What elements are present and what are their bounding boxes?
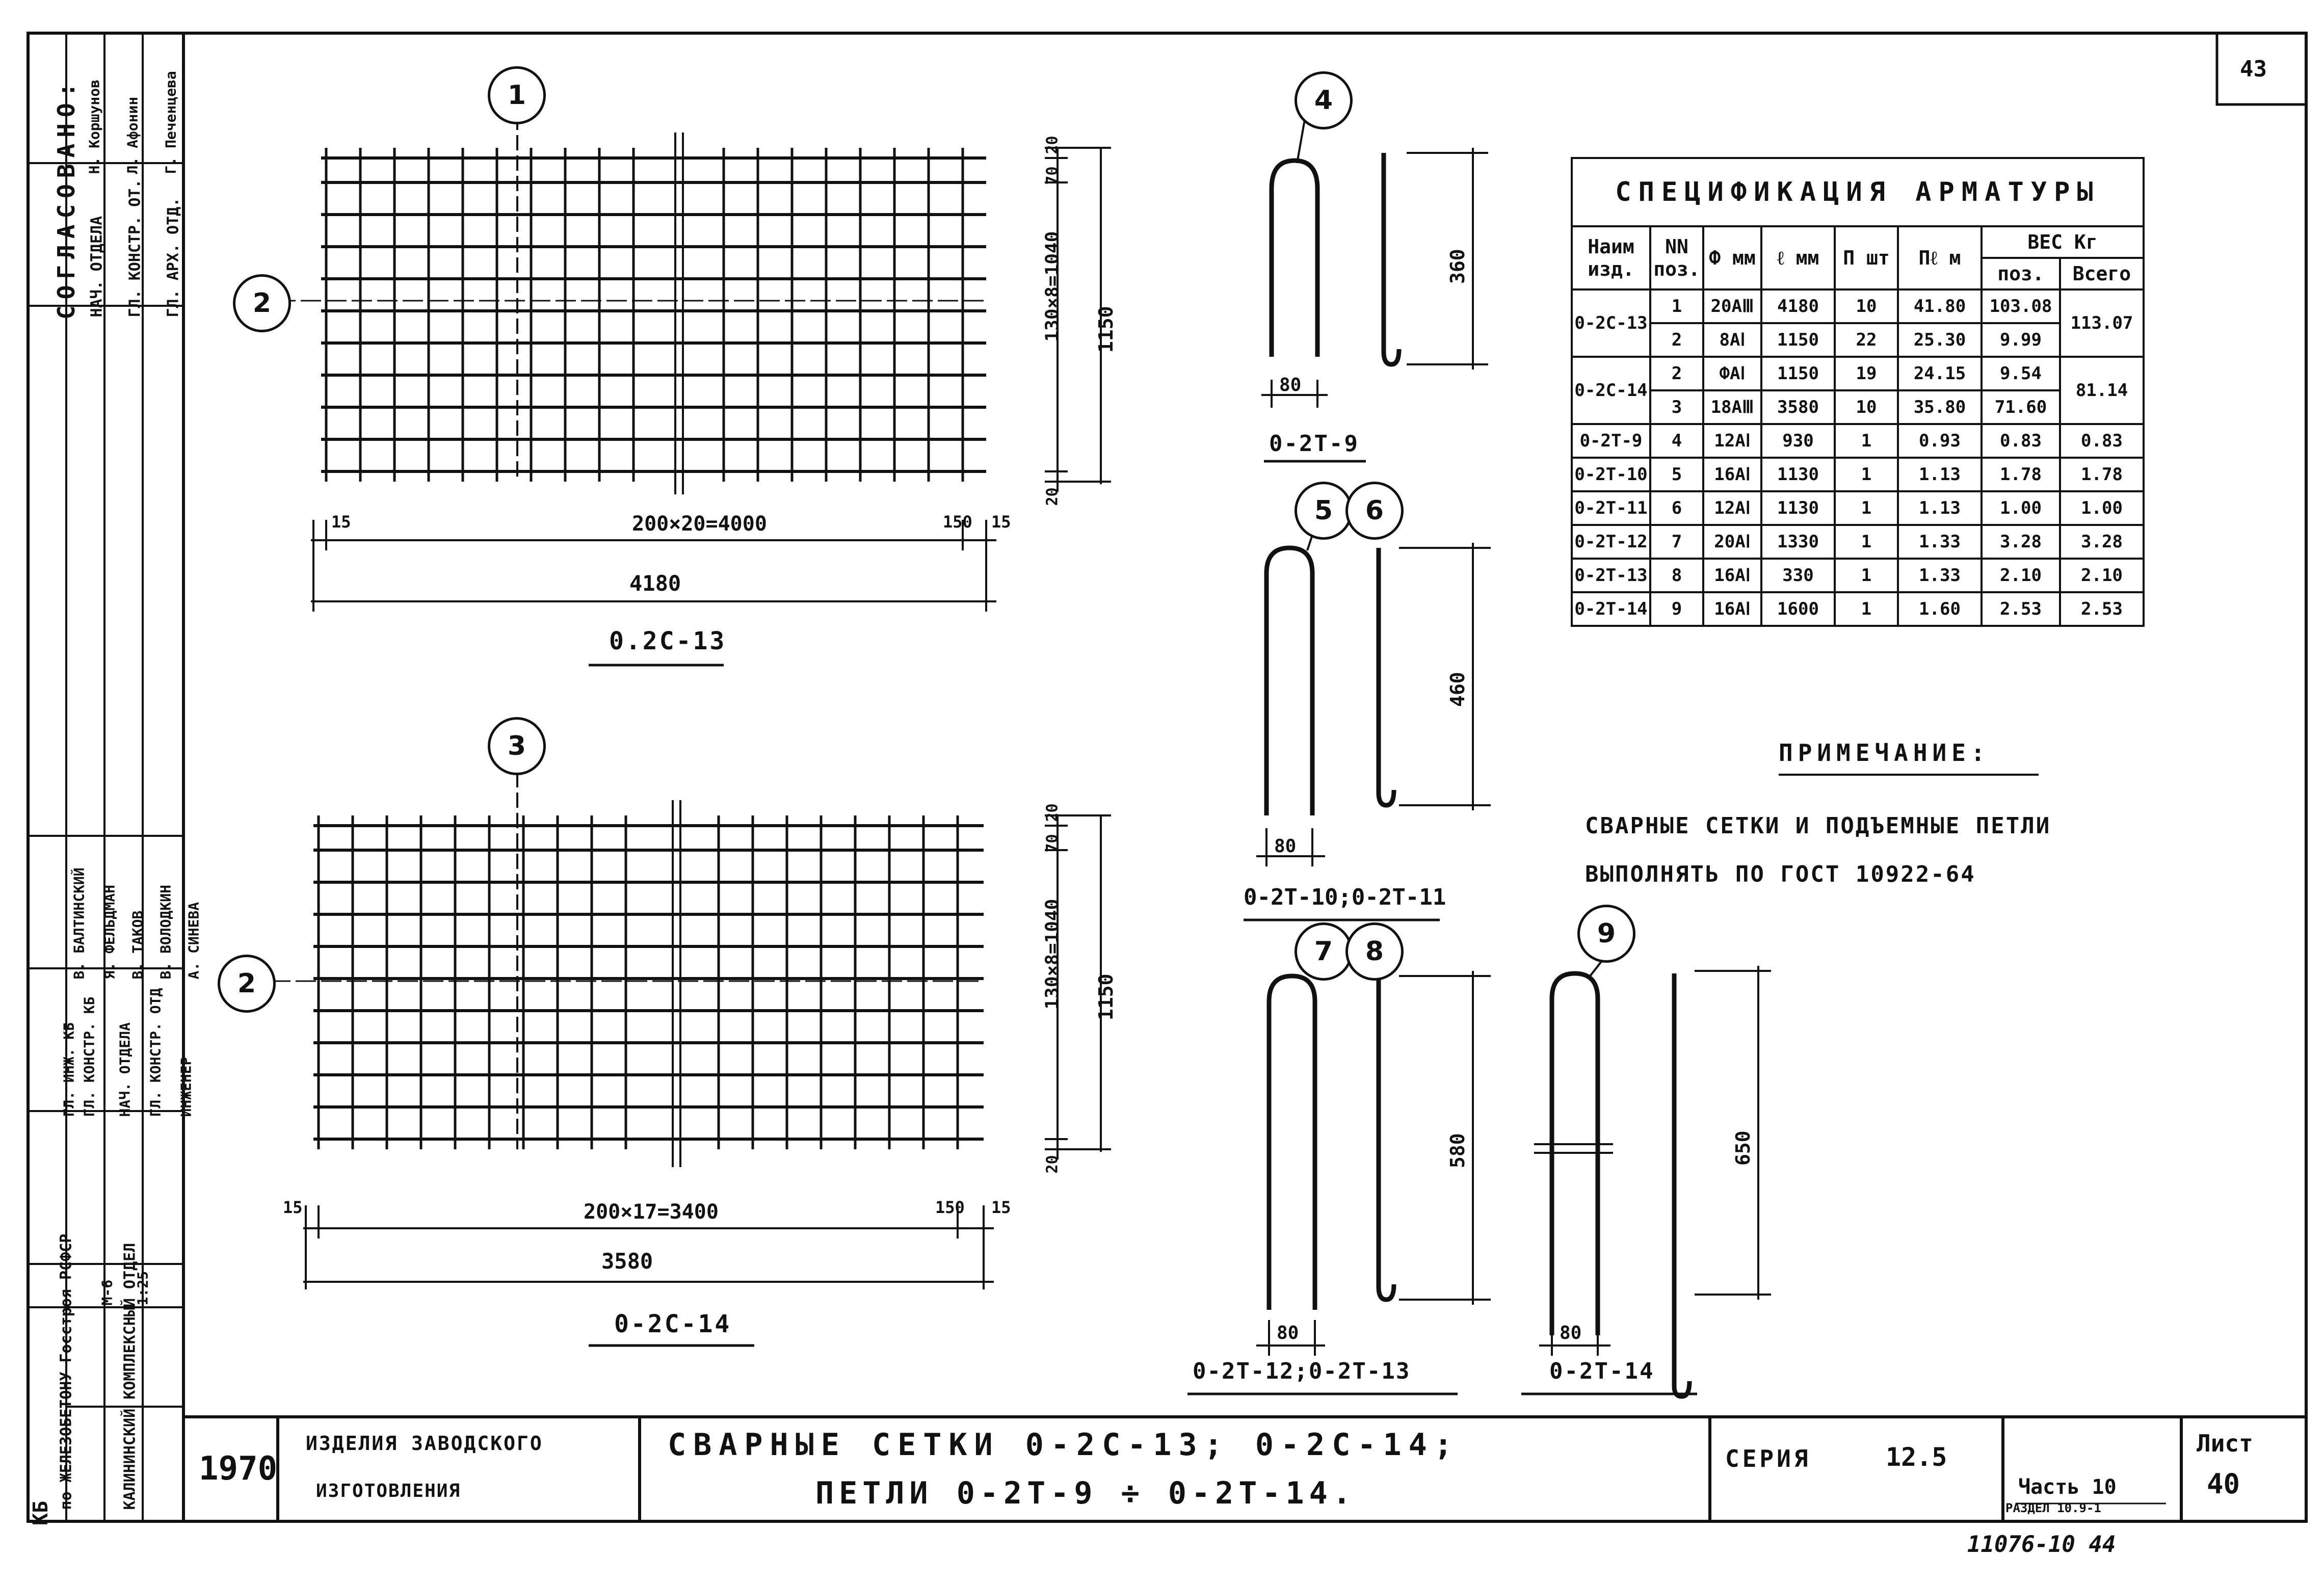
mesh-1-dim-overall: 4180 <box>629 571 681 596</box>
mesh-1-dim-r-total: 1150 <box>1095 306 1117 353</box>
loop-1-width: 80 <box>1279 375 1302 395</box>
strip-b-name-4: В. ВОЛОДКИН <box>157 885 174 980</box>
title-product-2: ИЗГОТОВЛЕНИЯ <box>316 1481 461 1501</box>
spec-header-row <box>1572 226 2144 258</box>
loop-3-height: 580 <box>1446 1133 1469 1168</box>
loop-3-width: 80 <box>1277 1323 1299 1343</box>
loop-3-pos-marker-7: 7 <box>1295 922 1353 981</box>
spec-cell: 2 <box>1650 357 1703 390</box>
spec-h-pos: NN поз. <box>1650 226 1703 289</box>
spec-h-dia: Ф мм <box>1703 226 1761 289</box>
loop-3-pos-marker-8: 8 <box>1345 922 1404 981</box>
spec-row <box>1572 491 2144 525</box>
spec-cell: 9.54 <box>1982 357 2060 390</box>
spec-cell: 3 <box>1650 390 1703 424</box>
mesh-2-pos-marker-2: 2 <box>218 955 276 1013</box>
spec-cell: 12АⅠ <box>1703 491 1761 525</box>
spec-cell: 1.78 <box>1982 458 2060 491</box>
title-sheet-value: 40 <box>2207 1468 2240 1500</box>
spec-cell: 10 <box>1835 390 1898 424</box>
spec-cell: 3.28 <box>2060 525 2144 559</box>
spec-cell: 16АⅠ <box>1703 592 1761 626</box>
spec-cell: 2.10 <box>2060 559 2144 592</box>
spec-cell: 8АⅠ <box>1703 323 1761 357</box>
note-line-1: СВАРНЫЕ СЕТКИ И ПОДЪЕМНЫЕ ПЕТЛИ <box>1585 813 2051 839</box>
spec-cell: 16АⅠ <box>1703 458 1761 491</box>
spec-cell: 6 <box>1650 491 1703 525</box>
mesh-1-pos-marker-1: 1 <box>488 66 546 124</box>
loop-1-height: 360 <box>1446 249 1469 284</box>
spec-row <box>1572 592 2144 626</box>
loop-2-drawing <box>1266 548 1394 815</box>
mesh-1-dim-r-70: 70 <box>1043 166 1062 185</box>
spec-cell: 1.13 <box>1898 491 1982 525</box>
spec-cell: 1.33 <box>1898 559 1982 592</box>
spec-cell: 1.13 <box>1898 458 1982 491</box>
strip-role-1: НАЧ. ОТДЕЛА <box>88 216 106 318</box>
spec-cell: 5 <box>1650 458 1703 491</box>
spec-cell: 1130 <box>1761 491 1835 525</box>
spec-cell: 0-2Т-10 <box>1572 458 1650 491</box>
strip-b-name-1: В. БАЛТИНСКИЙ <box>70 867 88 980</box>
mesh-1-drawing <box>321 158 986 471</box>
spec-h-len: ℓ мм <box>1761 226 1835 289</box>
mesh-2-drawing <box>313 826 984 1139</box>
mesh-2-dim-r-spacing: 130×8=1040 <box>1042 899 1063 1010</box>
title-sheet-label: Лист <box>2197 1430 2253 1457</box>
spec-row <box>1572 289 2144 323</box>
mesh-2-dim-15-right: 15 <box>991 1198 1011 1217</box>
mesh-2-dim-spacing: 200×17=3400 <box>584 1200 719 1224</box>
note-title: ПРИМЕЧАНИЕ: <box>1779 739 1990 767</box>
spec-cell: 0-2Т-14 <box>1572 592 1650 626</box>
strip-scale-a: М-6 <box>98 1279 116 1306</box>
strip-org-kb: КБ <box>29 1500 52 1525</box>
loop-4-label: 0-2Т-14 <box>1549 1358 1655 1384</box>
mesh-2-dim-r-total: 1150 <box>1095 973 1117 1020</box>
mesh-1-dim-r-spacing: 130×8=1040 <box>1042 231 1063 342</box>
spec-cell: 3580 <box>1761 390 1835 424</box>
spec-cell: 1.00 <box>2060 491 2144 525</box>
note-line-2: ВЫПОЛНЯТЬ ПО ГОСТ 10922-64 <box>1585 861 1976 887</box>
spec-cell: 1.78 <box>2060 458 2144 491</box>
title-section: РАЗДЕЛ 10.9-1 <box>2005 1501 2101 1515</box>
mesh-2-dim-r-70: 70 <box>1043 834 1062 853</box>
spec-cell: 1 <box>1835 458 1898 491</box>
loop-1-drawing <box>1272 153 1399 364</box>
strip-org-a: по ЖЕЛЕЗОБЕТОНУ Госстроя РСФСР <box>57 1233 75 1510</box>
mesh-1-dim-spacing: 200×20=4000 <box>632 512 767 536</box>
spec-cell: 35.80 <box>1898 390 1982 424</box>
loop-4-break <box>1534 1144 1613 1153</box>
spec-row <box>1572 424 2144 458</box>
strip-name-1: Н. Коршунов <box>86 80 103 174</box>
spec-cell: 1 <box>1650 289 1703 323</box>
strip-role-2: ГЛ. КОНСТР. ОТ. <box>126 179 144 318</box>
spec-cell: 9 <box>1650 592 1703 626</box>
title-main-1: СВАРНЫЕ СЕТКИ 0-2С-13; 0-2С-14; <box>668 1427 1460 1463</box>
spec-cell: 930 <box>1761 424 1835 458</box>
spec-cell: 0-2Т-13 <box>1572 559 1650 592</box>
spec-h-name: Наим изд. <box>1572 226 1650 289</box>
spec-cell: 9.99 <box>1982 323 2060 357</box>
spec-cell: 0-2С-13 <box>1572 289 1650 357</box>
spec-cell: 103.08 <box>1982 289 2060 323</box>
spec-cell: 3.28 <box>1982 525 2060 559</box>
spec-cell: 4 <box>1650 424 1703 458</box>
spec-cell: 1 <box>1835 525 1898 559</box>
mesh-2-dim-overall: 3580 <box>601 1249 653 1274</box>
strip-b-role-5: ИНЖЕНЕР <box>177 1057 195 1117</box>
strip-b-role-4: ГЛ. КОНСТР. ОТД <box>147 988 164 1117</box>
spec-row <box>1572 458 2144 491</box>
mesh-2-verticals <box>319 800 958 1167</box>
spec-cell: 22 <box>1835 323 1898 357</box>
spec-cell: 20АⅠ <box>1703 525 1761 559</box>
title-part: Часть 10 <box>2018 1475 2117 1499</box>
spec-cell: 41.80 <box>1898 289 1982 323</box>
spec-cell: 25.30 <box>1898 323 1982 357</box>
title-product-1: ИЗДЕЛИЯ ЗАВОДСКОГО <box>306 1432 543 1455</box>
spec-cell: 8 <box>1650 559 1703 592</box>
spec-row <box>1572 559 2144 592</box>
loop-3-drawing <box>1269 976 1394 1310</box>
spec-cell: 1600 <box>1761 592 1835 626</box>
strip-b-role-3: НАЧ. ОТДЕЛА <box>116 1022 134 1117</box>
strip-b-role-2: ГЛ. КОНСТР. КБ <box>81 996 98 1117</box>
mesh-2-pos-marker-3: 3 <box>488 717 546 775</box>
mesh-1-dim-150: 150 <box>943 512 972 532</box>
loop-2-pos-marker-5: 5 <box>1295 482 1353 540</box>
spec-row <box>1572 357 2144 390</box>
spec-cell: 2.10 <box>1982 559 2060 592</box>
spec-cell: 81.14 <box>2060 357 2144 424</box>
spec-cell: 19 <box>1835 357 1898 390</box>
spec-cell: 1150 <box>1761 323 1835 357</box>
mesh-2-dim-r-20-bottom: 20 <box>1043 1155 1062 1174</box>
spec-cell: 1130 <box>1761 458 1835 491</box>
spec-cell: 0-2С-14 <box>1572 357 1650 424</box>
loop-2-height: 460 <box>1446 672 1469 707</box>
spec-h-total-len: Пℓ м <box>1898 226 1982 289</box>
spec-cell: 71.60 <box>1982 390 2060 424</box>
loop-4-height: 650 <box>1732 1130 1754 1166</box>
spec-cell: 2.53 <box>1982 592 2060 626</box>
loop-2-label: 0-2Т-10;0-2Т-11 <box>1244 884 1446 910</box>
spec-h-weight: ВЕС Кг <box>1982 226 2144 258</box>
spec-h-qty: П шт <box>1835 226 1898 289</box>
loop-4-width: 80 <box>1560 1323 1582 1343</box>
spec-cell: 4180 <box>1761 289 1835 323</box>
spec-cell: 18АⅢ <box>1703 390 1761 424</box>
title-series-value: 12.5 <box>1886 1442 1947 1472</box>
loop-3-label: 0-2Т-12;0-2Т-13 <box>1193 1358 1411 1384</box>
strip-approved-title: СОГЛАСОВАНО: <box>52 76 80 320</box>
strip-b-role-1: ГЛ. ИНЖ. КБ <box>60 1022 77 1117</box>
strip-b-name-5: А. СИНЕВА <box>185 902 202 980</box>
spec-cell: 1 <box>1835 424 1898 458</box>
spec-row <box>1572 323 2144 357</box>
spec-row <box>1572 525 2144 559</box>
spec-row <box>1572 390 2144 424</box>
spec-cell: 20АⅢ <box>1703 289 1761 323</box>
spec-cell: 1150 <box>1761 357 1835 390</box>
loop-4-pos-marker: 9 <box>1577 905 1635 963</box>
loop-1-leader <box>1297 120 1305 163</box>
mesh-2-dim-r-20-top: 20 <box>1043 803 1062 822</box>
spec-cell: 1.60 <box>1898 592 1982 626</box>
spec-h-w-total: Всего <box>2060 258 2144 289</box>
spec-cell: 24.15 <box>1898 357 1982 390</box>
spec-cell: 0-2Т-12 <box>1572 525 1650 559</box>
mesh-2-dim-150: 150 <box>935 1198 965 1217</box>
strip-org-b: КАЛИНИНСКИЙ КОМПЛЕКСНЫЙ ОТДЕЛ <box>121 1243 139 1510</box>
strip-b-name-3: В. ТАКОВ <box>129 910 146 980</box>
spec-cell: 12АⅠ <box>1703 424 1761 458</box>
mesh-1-dim-15-left: 15 <box>331 512 351 532</box>
spec-cell: 330 <box>1761 559 1835 592</box>
mesh-1-pos-marker-2: 2 <box>233 274 291 332</box>
title-main-2: ПЕТЛИ 0-2Т-9 ÷ 0-2Т-14. <box>815 1475 1356 1511</box>
spec-cell: ФАⅠ <box>1703 357 1761 390</box>
sheet-stamp: 11076-10 44 <box>1967 1532 2116 1558</box>
strip-name-2: Л. Афонин <box>124 96 141 174</box>
mesh-1-label: 0.2С-13 <box>609 627 727 655</box>
loop-2-width: 80 <box>1274 836 1297 857</box>
spec-cell: 0.93 <box>1898 424 1982 458</box>
mesh-1-dimensions <box>311 148 1111 612</box>
spec-cell: 1 <box>1835 592 1898 626</box>
spec-h-w-pos: поз. <box>1982 258 2060 289</box>
mesh-1-dim-r-20-bottom: 20 <box>1043 487 1062 506</box>
spec-cell: 1 <box>1835 559 1898 592</box>
spec-cell: 0-2Т-9 <box>1572 424 1650 458</box>
spec-table <box>1571 157 2145 627</box>
spec-title-row <box>1572 158 2144 226</box>
spec-cell: 1 <box>1835 491 1898 525</box>
mesh-1-dim-r-20-top: 20 <box>1043 136 1062 154</box>
spec-cell: 0.83 <box>1982 424 2060 458</box>
mesh-2-label: 0-2С-14 <box>614 1310 732 1338</box>
loop-1-label: 0-2Т-9 <box>1269 431 1359 457</box>
mesh-1-dim-15-right: 15 <box>991 512 1011 532</box>
spec-cell: 2.53 <box>2060 592 2144 626</box>
spec-cell: 7 <box>1650 525 1703 559</box>
spec-cell: 0-2Т-11 <box>1572 491 1650 525</box>
spec-cell: 0.83 <box>2060 424 2144 458</box>
spec-cell: 1.00 <box>1982 491 2060 525</box>
strip-b-name-2: Я. ФЕЛЬДМАН <box>101 885 118 980</box>
strip-scale-b: 1:25 <box>134 1271 151 1306</box>
loop-2-pos-marker-6: 6 <box>1345 482 1404 540</box>
spec-cell: 16АⅠ <box>1703 559 1761 592</box>
spec-cell: 10 <box>1835 289 1898 323</box>
spec-cell: 113.07 <box>2060 289 2144 357</box>
spec-cell: 2 <box>1650 323 1703 357</box>
spec-cell: 1.33 <box>1898 525 1982 559</box>
spec-title: СПЕЦИФИКАЦИЯ АРМАТУРЫ <box>1572 158 2144 226</box>
title-year: 1970 <box>199 1450 278 1488</box>
sheet-number-top: 43 <box>2240 56 2267 82</box>
loop-1-pos-marker: 4 <box>1295 71 1353 129</box>
spec-cell: 1330 <box>1761 525 1835 559</box>
strip-name-3: Г. Печенцева <box>162 71 179 174</box>
strip-role-3: ГЛ. АРХ. ОТД. <box>164 197 182 318</box>
mesh-2-dim-15-left: 15 <box>283 1198 303 1217</box>
title-series-label: СЕРИЯ <box>1725 1445 1811 1472</box>
